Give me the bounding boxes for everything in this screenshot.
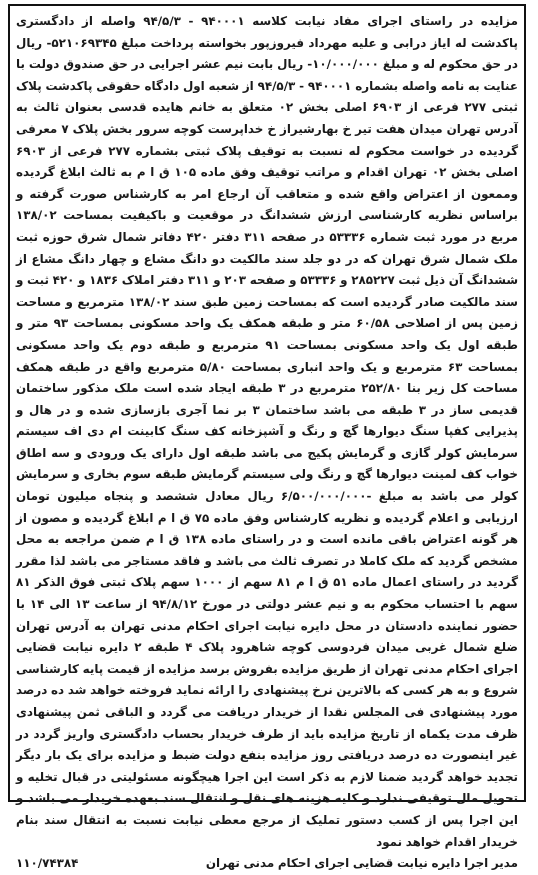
notice-article bbox=[16, 11, 519, 871]
notice-body: در راستای اجرای مفاد نیابت کلاسه ۹۴۰۰۰۱ - ۹۴/۵/۳ واصله از دادگستری پاکدشت له ایاز درابی و علیه مهرداد فیروزپور بخواسته پرداخت مبلغ ۵۲۱۰۶۹۳۴۵- ریال در حق محکوم له و مبلغ ۱۰/۰۰۰/۰۰۰- ریال بابت نیم عشر اجرایی در حق صندوق دولت با عنایت به نامه واصله بشماره ۹۴۰۰۰۱ - ۹۴/۵/۳ از شعبه اول دادگاه حقوقی پاکدشت پلاک ثبتی ۲۷۷ فرعی از ۶۹۰۳ اصلی بخش ۰۲ متعلق به خانم هایده قدسی بعنوان ثالث به آدرس تهران میدان هفت تیر خ بهارشیراز خ خداپرست کوچه سرور بخش پلاک ۷ معرفی گردیده در خواست محکوم له نسبت به توقیف پلاک ثبتی بشماره ۲۷۷ فرعی از ۶۹۰۳ اصلی بخش ۰۲ تهران اقدام و مراتب توقیف وفق ماده ۱۰۵ ق ا م به ثالث ابلاغ گردیده وممعون از اعتراض واقع شده و متعاقب آن ارجاع امر به کارشناس صورت گرفته و براساس نظریه کارشناسی ارزش ششدانگ در موقعیت و باکیفیت بمساحت ۱۳۸/۰۲ مربع در مورد ثبت شماره ۵۳۳۳۶ در صفحه ۳۱۱ دفتر ۴۲۰ دفاتر شمال شرق حوزه ثبت ملک شمال شرق تهران که در دو جلد سند مالکیت دو دانگ مشاع و چهار دانگ مشاع از ششدانگ آن ذیل ثبت ۲۸۵۲۲۷ و ۵۳۳۳۶ و صفحه ۲۰۳ و ۳۱۱ دفتر املاک ۱۸۳۶ و ۴۲۰ ثبت و سند مالکیت صادر گردیده است که بمساحت زمین طبق سند ۱۳۸/۰۲ مترمربع و مساحت زمین پس از اصلاحی ۶۰/۵۸ متر و طبقه همکف یک واحد مسکونی بمساحت ۹۳ متر و طبقه اول یک واحد مسکونی بمساحت ۹۱ مترمربع و طبقه دوم یک واحد مسکونی بمساحت ۶۳ مترمربع و یک واحد انباری بمساحت ۵/۸۰ مترمربع واقع در طبقه همکف مساحت کل زیر بنا ۲۵۲/۸۰ مترمربع در ۳ طبقه ایجاد شده است ملک مذکور ساختمان قدیمی ساز در ۳ طبقه می باشد ساختمان ۳ بر نما آجری بازسازی شده و در هال و پذیرایی کفپا سنگ دیوارها گچ و رنگ و آشپزخانه کف سنگ کابینت ام دی اف سیستم سرمایش کولر گازی و گرمایش پکیج می باشد طبقه اول دارای یک ورودی و سه اطاق خواب کف لمینت دیوارها گچ و رنگ ولی سیستم گرمایش طبقه سوم بخاری و سرمایش کولر می باشد به مبلغ -۶/۵۰۰/۰۰۰/۰۰۰ ریال معادل ششصد و پنجاه میلیون تومان ارزیابی و اعلام گردیده و نظریه کارشناس وفق ماده ۷۵ ق ا م ابلاغ گردیده و مصون از هر گونه اعتراض باقی مانده است و در راستای ماده ۱۳۸ ق ا م ضمن مراجعه به محل مشخص گردید که ملک کاملا در تصرف ثالث می باشد و فاقد مستاجر می باشد لذا مقرر گردید در راستای اعمال ماده ۵۱ ق ا م ۸۱ سهم از ۱۰۰۰ سهم پلاک ثبتی فوق الذکر ۸۱ سهم با احتساب محکوم به و نیم عشر دولتی در مورخ ۹۴/۸/۱۲ از ساعت ۱۳ الی ۱۴ با حضور نماینده دادستان در محل دایره نیابت اجرای احکام مدنی تهران به آدرس تهران ضلع شمال غربی میدان فردوسی کوچه شاهرود پلاک ۴ طبقه ۲ دایره نیابت قضایی اجرای احکام مدنی تهران از طریق مزایده بفروش برسد مزایده از قیمت پایه کارشناسی شروع و به هر کسی که بالاترین نرخ پیشنهادی را ارائه نماید فروخته خواهد شد ده درصد مورد پیشنهادی فی المجلس نقدا از خریدار دریافت می گردد و الباقی ثمن پیشنهادی ظرف مدت یکماه از تاریخ مزایده باید از طرف خریدار بحساب دادگستری واریز گردد در غیر اینصورت ده درصد دریافتی روز مزایده بنفع دولت ضبط و مزایده برای یک بار دیگر تجدید خواهد گردید ضمنا لازم به ذکر است این اجرا هیچگونه مسئولیتی در قبال تخلیه و تحویل مال توقیفی ندارد و کلیه هزینه های نقل و انتقال سند بعهده خریدار می باشد و این اجرا پس از کسب دستور تملیک از مرجع معطی نیابت نسبت به انتقال سند بنام خریدار اقدام خواهد نمود bbox=[16, 14, 519, 849]
notice-lead-word: مزایده bbox=[480, 14, 519, 28]
notice-frame bbox=[8, 4, 526, 871]
notice-signature: مدیر اجرا دایره نیابت قضایی اجرای احکام مدنی تهران bbox=[205, 856, 518, 871]
notice-footer bbox=[16, 853, 518, 875]
notice-reference-number: ۱۱۰/۷۴۳۸۴ bbox=[16, 856, 79, 871]
